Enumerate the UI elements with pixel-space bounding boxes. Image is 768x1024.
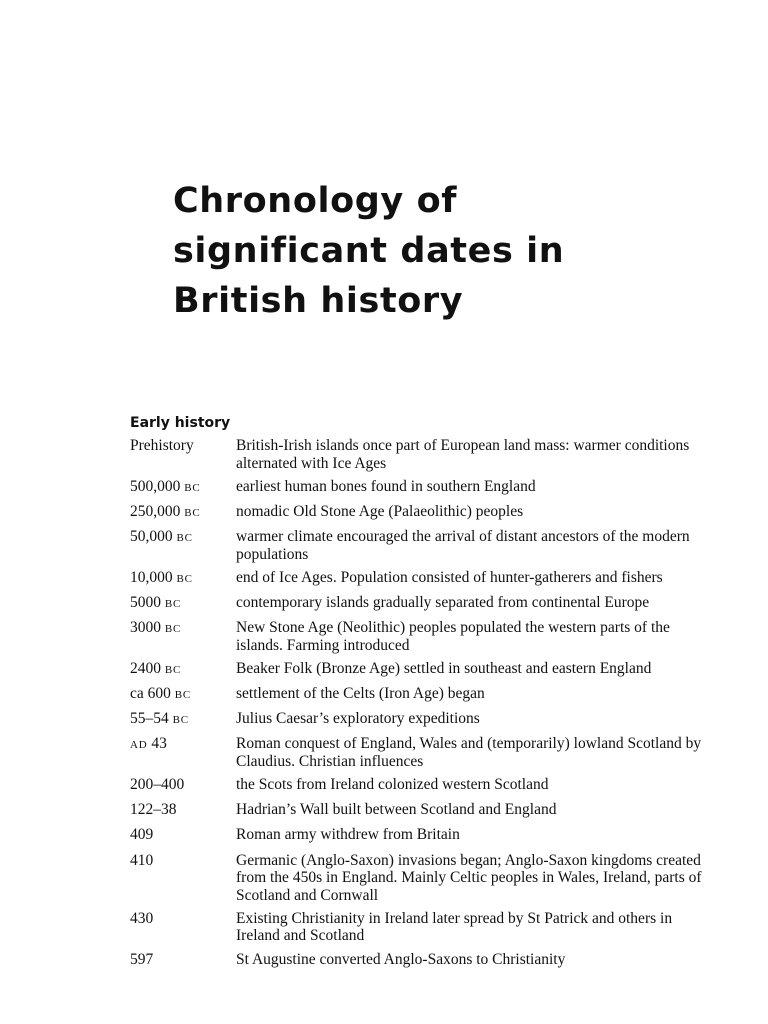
date-value: 50,000 bbox=[130, 528, 177, 546]
entry-event: nomadic Old Stone Age (Palaeolithic) peoples bbox=[236, 502, 524, 520]
entry-event: Julius Caesar’s exploratory expeditions bbox=[236, 710, 480, 728]
title-line: significant dates in bbox=[173, 231, 565, 271]
entry-date bbox=[130, 437, 236, 472]
date-value: 250,000 bbox=[130, 502, 185, 520]
chronology-entry bbox=[130, 951, 710, 971]
entry-event: St Augustine converted Anglo-Saxons to Christianity bbox=[236, 950, 566, 968]
entry-date bbox=[130, 569, 236, 589]
entry-event: Hadrian’s Wall built between Scotland and England bbox=[236, 801, 557, 819]
entry-date bbox=[130, 478, 236, 498]
chronology-entry bbox=[130, 735, 710, 770]
entry-event: Germanic (Anglo-Saxon) invasions began; Anglo-Saxon kingdoms created from the 450s in England. Mainly Celtic peoples in Wales, Ireland, parts of Scotland and Cornwall bbox=[236, 851, 702, 904]
era-suffix: BC bbox=[172, 714, 189, 727]
entry-event: end of Ice Ages. Population consisted of hunter-gatherers and fishers bbox=[236, 568, 663, 586]
entry-date bbox=[130, 528, 236, 563]
entry-event: British-Irish islands once part of European land mass: warmer conditions alternated with Ice Ages bbox=[236, 437, 690, 472]
entry-date bbox=[130, 852, 236, 905]
chronology-list bbox=[130, 437, 710, 976]
date-value: 55–54 bbox=[130, 710, 173, 728]
date-value: 122–38 bbox=[130, 801, 177, 819]
date-value: 597 bbox=[130, 950, 154, 968]
date-value: 200–400 bbox=[130, 776, 185, 794]
date-value: 43 bbox=[147, 735, 167, 753]
section-heading: Early history bbox=[130, 415, 231, 431]
chronology-entry bbox=[130, 801, 710, 821]
date-value: 410 bbox=[130, 851, 154, 869]
date-value: 500,000 bbox=[130, 477, 185, 495]
era-suffix: BC bbox=[164, 663, 182, 676]
era-suffix: BC bbox=[184, 506, 201, 519]
era-suffix: BC bbox=[164, 597, 182, 610]
date-value: 10,000 bbox=[130, 568, 177, 586]
title-line: Chronology of bbox=[173, 181, 458, 221]
entry-date bbox=[130, 735, 236, 770]
date-value: ca 600 bbox=[130, 685, 175, 702]
entry-event: earliest human bones found in southern England bbox=[236, 477, 536, 495]
chronology-entry bbox=[130, 569, 710, 589]
era-suffix: BC bbox=[164, 623, 182, 636]
title-line: British history bbox=[173, 281, 464, 321]
entry-event: warmer climate encouraged the arrival of distant ancestors of the modern populations bbox=[236, 528, 690, 563]
entry-date bbox=[130, 826, 236, 846]
entry-event: Beaker Folk (Bronze Age) settled in southeast and eastern England bbox=[236, 659, 652, 677]
entry-date bbox=[130, 594, 236, 614]
entry-date bbox=[130, 776, 236, 796]
era-suffix: BC bbox=[176, 532, 193, 545]
date-value: 430 bbox=[130, 909, 154, 927]
entry-date bbox=[130, 910, 236, 945]
entry-date bbox=[130, 660, 236, 680]
date-value: 2400 bbox=[130, 659, 165, 677]
chronology-entry bbox=[130, 528, 710, 563]
entry-event: the Scots from Ireland colonized western Scotland bbox=[236, 776, 549, 794]
entry-event: Existing Christianity in Ireland later spread by St Patrick and others in Ireland and Scotland bbox=[236, 909, 673, 945]
entry-date bbox=[130, 710, 236, 730]
chronology-entry bbox=[130, 710, 710, 730]
entry-date bbox=[130, 619, 236, 654]
entry-date bbox=[130, 801, 236, 821]
chronology-entry bbox=[130, 852, 710, 905]
date-value: 3000 bbox=[130, 619, 165, 637]
era-suffix: BC bbox=[184, 481, 201, 494]
page-title bbox=[173, 176, 693, 326]
chronology-entry bbox=[130, 685, 710, 705]
chronology-entry bbox=[130, 826, 710, 846]
entry-event: Roman conquest of England, Wales and (temporarily) lowland Scotland by Claudius. Christian influences bbox=[236, 735, 702, 770]
date-value: 409 bbox=[130, 826, 154, 844]
date-value: 5000 bbox=[130, 593, 165, 611]
era-suffix: BC bbox=[174, 689, 192, 701]
chronology-entry bbox=[130, 594, 710, 614]
entry-date bbox=[130, 503, 236, 523]
entry-event: New Stone Age (Neolithic) peoples populated the western parts of the islands. Farming introduced bbox=[236, 619, 670, 654]
entry-date bbox=[130, 951, 236, 971]
date-value: Prehistory bbox=[130, 437, 194, 454]
chronology-entry bbox=[130, 619, 710, 654]
chronology-entry bbox=[130, 503, 710, 523]
era-prefix: AD bbox=[130, 739, 148, 752]
entry-event: settlement of the Celts (Iron Age) began bbox=[236, 685, 485, 702]
chronology-entry bbox=[130, 478, 710, 498]
chronology-entry bbox=[130, 776, 710, 796]
entry-event: Roman army withdrew from Britain bbox=[236, 826, 460, 844]
era-suffix: BC bbox=[176, 572, 193, 585]
entry-date bbox=[130, 685, 236, 705]
chronology-entry bbox=[130, 660, 710, 680]
entry-event: contemporary islands gradually separated from continental Europe bbox=[236, 593, 650, 611]
chronology-entry bbox=[130, 910, 710, 945]
chronology-entry bbox=[130, 437, 710, 472]
